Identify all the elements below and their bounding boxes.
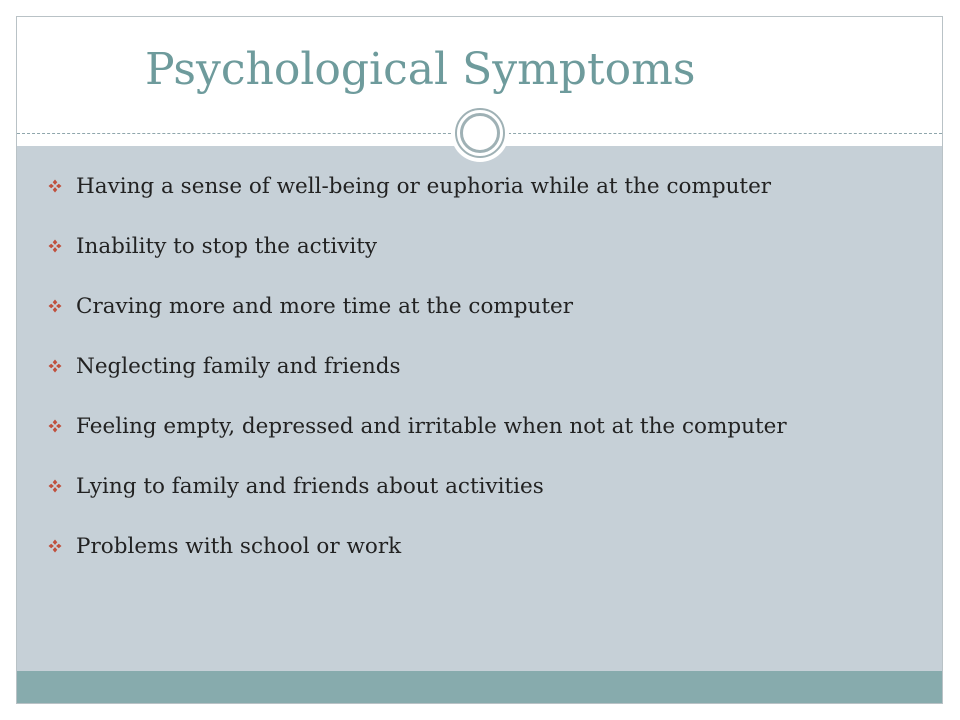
list-item bbox=[44, 456, 924, 516]
list-item bbox=[44, 336, 924, 396]
bullet-text: Neglecting family and friends bbox=[76, 353, 401, 379]
footer-band bbox=[17, 671, 942, 703]
bullet-text: Craving more and more time at the computer bbox=[76, 293, 574, 319]
four-diamond-bullet-icon bbox=[48, 359, 68, 373]
bullet-list bbox=[44, 156, 924, 576]
slide-title: Psychological Symptoms bbox=[145, 44, 696, 95]
circle-ornament-icon bbox=[451, 104, 509, 162]
four-diamond-bullet-icon bbox=[48, 239, 68, 253]
list-item bbox=[44, 396, 924, 456]
four-diamond-bullet-icon bbox=[48, 539, 68, 553]
four-diamond-bullet-icon bbox=[48, 479, 68, 493]
four-diamond-bullet-icon bbox=[48, 299, 68, 313]
list-item bbox=[44, 516, 924, 576]
four-diamond-bullet-icon bbox=[48, 179, 68, 193]
four-diamond-bullet-icon bbox=[48, 419, 68, 433]
bullet-text: Lying to family and friends about activities bbox=[76, 473, 544, 499]
list-item bbox=[44, 276, 924, 336]
ornament-inner-ring bbox=[460, 113, 500, 153]
bullet-text: Having a sense of well-being or euphoria while at the computer bbox=[76, 173, 772, 199]
bullet-text: Problems with school or work bbox=[76, 533, 402, 559]
bullet-text: Inability to stop the activity bbox=[76, 233, 378, 259]
list-item bbox=[44, 216, 924, 276]
bullet-text: Feeling empty, depressed and irritable when not at the computer bbox=[76, 413, 787, 439]
list-item bbox=[44, 156, 924, 216]
